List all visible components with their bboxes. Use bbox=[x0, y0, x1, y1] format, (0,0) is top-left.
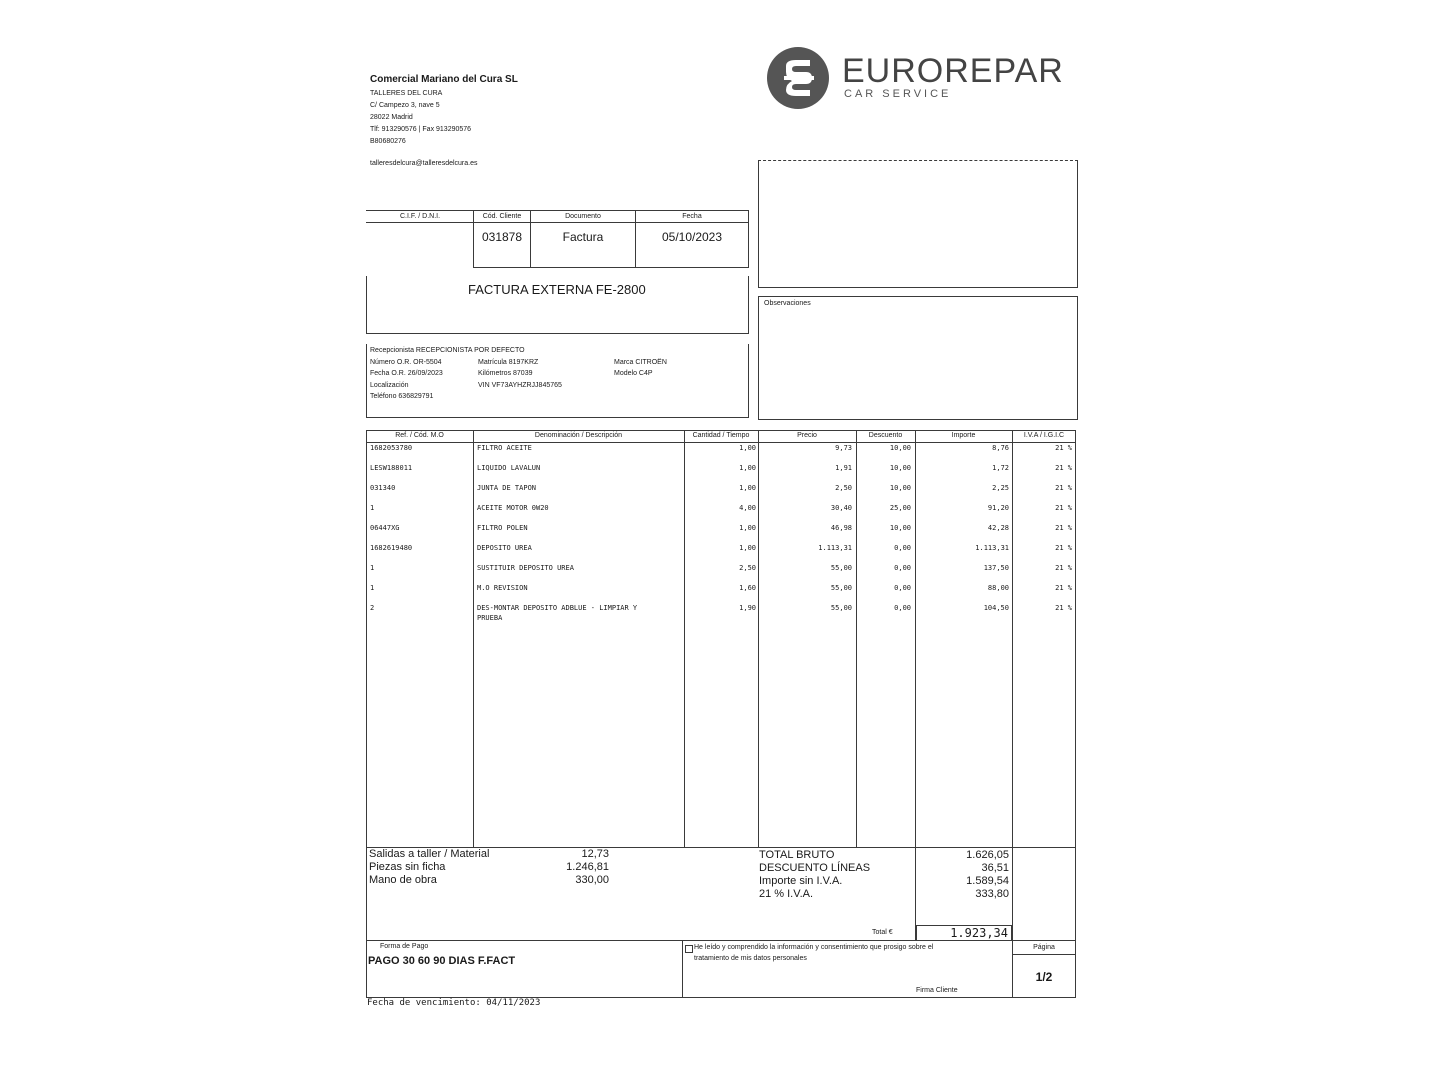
cell-ref: 1682053780 bbox=[370, 444, 413, 452]
cell-vat: 21 % bbox=[1055, 444, 1072, 452]
descuento-lineas-value: 36,51 bbox=[981, 862, 1009, 874]
company-detail-line: B80680276 bbox=[370, 138, 406, 145]
cell-desc: SUSTITUIR DEPOSITO UREA bbox=[477, 564, 574, 572]
documento-label: Documento bbox=[565, 213, 601, 220]
descuento-lineas-label: DESCUENTO LÍNEAS bbox=[759, 862, 871, 874]
cell-desc: ACEITE MOTOR 0W20 bbox=[477, 504, 549, 512]
cell-qty: 1,00 bbox=[739, 484, 756, 492]
cell-disc: 0,00 bbox=[894, 544, 911, 552]
table-row bbox=[366, 544, 1076, 564]
page-number: 1/2 bbox=[1035, 970, 1053, 984]
cell-price: 55,00 bbox=[830, 584, 852, 592]
consent-text-1: He leído y comprendido la información y consentimiento que prosigo sobre el bbox=[694, 944, 934, 951]
cell-amount: 1,72 bbox=[992, 464, 1009, 472]
cell-amount: 1.113,31 bbox=[975, 544, 1009, 552]
cell-ref: LESW188011 bbox=[370, 464, 413, 472]
cell-desc: LIQUIDO LAVALUN bbox=[477, 464, 541, 472]
cell-desc: DEPOSITO UREA bbox=[477, 544, 532, 552]
cell-price: 46,98 bbox=[830, 524, 852, 532]
salidas-value: 12,73 bbox=[581, 848, 609, 860]
logo-subtitle: CAR SERVICE bbox=[844, 88, 952, 100]
cell-disc: 0,00 bbox=[894, 604, 911, 612]
consent-checkbox[interactable] bbox=[685, 945, 693, 953]
cell-desc: FILTRO ACEITE bbox=[477, 444, 532, 452]
cell-qty: 1,00 bbox=[739, 544, 756, 552]
cell-amount: 42,28 bbox=[987, 524, 1009, 532]
fecha-value: 05/10/2023 bbox=[661, 230, 723, 244]
col-price: Precio bbox=[797, 432, 817, 439]
documento-value: Factura bbox=[562, 230, 604, 244]
cell-price: 30,40 bbox=[830, 504, 852, 512]
observaciones-label: Observaciones bbox=[764, 300, 811, 307]
page-label: Página bbox=[1033, 944, 1055, 951]
cell-desc: DES-MONTAR DEPOSITO ADBLUE - LIMPIAR Y bbox=[477, 604, 638, 612]
col-amount: Importe bbox=[951, 432, 976, 439]
cell-disc: 0,00 bbox=[894, 564, 911, 572]
logo-title: EUROREPAR bbox=[842, 52, 1064, 90]
cell-desc: JUNTA DE TAPON bbox=[477, 484, 537, 492]
cell-qty: 1,00 bbox=[739, 524, 756, 532]
company-name: Comercial Mariano del Cura SL bbox=[370, 74, 518, 85]
modelo: Modelo C4P bbox=[614, 370, 653, 377]
cell-disc: 10,00 bbox=[889, 484, 911, 492]
vehicle-box bbox=[366, 344, 749, 418]
eurorepar-logo-icon bbox=[766, 46, 830, 110]
cell-ref: 06447XG bbox=[370, 524, 400, 532]
cell-disc: 0,00 bbox=[894, 584, 911, 592]
company-detail-line: TALLERES DEL CURA bbox=[370, 90, 443, 97]
cell-disc: 10,00 bbox=[889, 524, 911, 532]
company-details bbox=[370, 88, 471, 148]
vin: VIN VF73AYHZRJJ845765 bbox=[478, 382, 562, 389]
cell-qty: 2,50 bbox=[739, 564, 756, 572]
cell-vat: 21 % bbox=[1055, 564, 1072, 572]
table-row bbox=[366, 564, 1076, 584]
cell-ref: 1682619480 bbox=[370, 544, 413, 552]
observaciones-box bbox=[758, 296, 1078, 420]
cell-qty: 1,00 bbox=[739, 464, 756, 472]
table-row bbox=[366, 464, 1076, 484]
cell-disc: 10,00 bbox=[889, 464, 911, 472]
table-row bbox=[366, 504, 1076, 524]
address-box bbox=[758, 160, 1078, 288]
cell-qty: 1,90 bbox=[739, 604, 756, 612]
marca: Marca CITROËN bbox=[614, 359, 667, 366]
piezas-value: 1.246,81 bbox=[566, 861, 609, 873]
due-date: Fecha de vencimiento: 04/11/2023 bbox=[367, 998, 541, 1008]
cell-amount: 137,50 bbox=[983, 564, 1009, 572]
company-detail-line: 28022 Madrid bbox=[370, 114, 413, 121]
cell-desc: FILTRO POLEN bbox=[477, 524, 528, 532]
table-row bbox=[366, 584, 1076, 604]
total-bruto-value: 1.626,05 bbox=[966, 849, 1009, 861]
table-row bbox=[366, 484, 1076, 504]
col-vat: I.V.A / I.G.I.C bbox=[1023, 432, 1065, 439]
cell-vat: 21 % bbox=[1055, 584, 1072, 592]
total-bruto-label: TOTAL BRUTO bbox=[759, 849, 835, 861]
total-value: 1.923,34 bbox=[950, 926, 1008, 940]
company-email: talleresdelcura@talleresdelcura.es bbox=[370, 160, 478, 167]
cell-price: 9,73 bbox=[835, 444, 852, 452]
cell-vat: 21 % bbox=[1055, 484, 1072, 492]
cell-price: 55,00 bbox=[830, 564, 852, 572]
cell-desc-cont: PRUEBA bbox=[477, 614, 503, 622]
payment-value: PAGO 30 60 90 DIAS F.FACT bbox=[368, 955, 516, 967]
invoice-title: FACTURA EXTERNA FE-2800 bbox=[468, 282, 646, 297]
cell-desc: M.O REVISION bbox=[477, 584, 528, 592]
col-qty: Cantidad / Tiempo bbox=[692, 432, 750, 439]
consent-text-2: tratamiento de mis datos personales bbox=[694, 955, 807, 962]
mano-obra-label: Mano de obra bbox=[369, 874, 437, 886]
company-detail-line: Tlf: 913290576 | Fax 913290576 bbox=[370, 126, 472, 133]
kilometros: Kilómetros 87039 bbox=[478, 370, 533, 377]
cell-ref: 1 bbox=[370, 564, 375, 572]
iva-value: 333,80 bbox=[975, 888, 1009, 900]
cell-vat: 21 % bbox=[1055, 504, 1072, 512]
mano-obra-value: 330,00 bbox=[575, 874, 609, 886]
cell-price: 1.113,31 bbox=[818, 544, 852, 552]
cell-disc: 25,00 bbox=[889, 504, 911, 512]
fecha-or: Fecha O.R. 26/09/2023 bbox=[370, 370, 443, 377]
cell-amount: 2,25 bbox=[992, 484, 1009, 492]
signature-label: Firma Cliente bbox=[916, 987, 958, 994]
cell-amount: 104,50 bbox=[983, 604, 1009, 612]
telefono: Teléfono 636829791 bbox=[370, 393, 434, 400]
cell-price: 55,00 bbox=[830, 604, 852, 612]
cell-qty: 1,60 bbox=[739, 584, 756, 592]
cell-price: 1,91 bbox=[835, 464, 852, 472]
table-row bbox=[366, 604, 1076, 624]
iva-label: 21 % I.V.A. bbox=[759, 888, 814, 900]
importe-sin-iva-value: 1.589,54 bbox=[966, 875, 1009, 887]
cell-ref: 1 bbox=[370, 504, 375, 512]
total-label: Total € bbox=[872, 929, 893, 936]
recepcionista: Recepcionista RECEPCIONISTA POR DEFECTO bbox=[370, 347, 525, 354]
cell-amount: 91,20 bbox=[987, 504, 1009, 512]
cell-ref: 031340 bbox=[370, 484, 396, 492]
cell-vat: 21 % bbox=[1055, 604, 1072, 612]
eurorepar-logo bbox=[766, 46, 1086, 112]
company-detail-line: C/ Campezo 3, nave 5 bbox=[370, 102, 440, 109]
cell-vat: 21 % bbox=[1055, 524, 1072, 532]
importe-sin-iva-label: Importe sin I.V.A. bbox=[759, 875, 843, 887]
table-row bbox=[366, 444, 1076, 464]
cell-vat: 21 % bbox=[1055, 544, 1072, 552]
cell-amount: 88,00 bbox=[987, 584, 1009, 592]
cell-ref: 1 bbox=[370, 584, 375, 592]
cliente-value: 031878 bbox=[481, 230, 523, 244]
col-disc: Descuento bbox=[868, 432, 903, 439]
payment-label: Forma de Pago bbox=[380, 943, 429, 950]
col-ref: Ref. / Cód. M.O bbox=[395, 432, 444, 439]
cliente-label: Cód. Cliente bbox=[482, 213, 522, 220]
table-row bbox=[366, 524, 1076, 544]
cell-qty: 1,00 bbox=[739, 444, 756, 452]
cell-price: 2,50 bbox=[835, 484, 852, 492]
cell-ref: 2 bbox=[370, 604, 375, 612]
matricula: Matrícula 8197KRZ bbox=[478, 359, 539, 366]
salidas-label: Salidas a taller / Material bbox=[369, 848, 490, 860]
numero-or: Número O.R. OR-5504 bbox=[370, 359, 442, 366]
cell-amount: 8,76 bbox=[992, 444, 1009, 452]
cif-label: C.I.F. / D.N.I. bbox=[399, 213, 441, 220]
piezas-label: Piezas sin ficha bbox=[369, 861, 446, 873]
cell-vat: 21 % bbox=[1055, 464, 1072, 472]
col-desc: Denominación / Descripción bbox=[534, 432, 623, 439]
fecha-label: Fecha bbox=[682, 213, 702, 220]
localizacion: Localización bbox=[370, 382, 409, 389]
cell-qty: 4,00 bbox=[739, 504, 756, 512]
cell-disc: 10,00 bbox=[889, 444, 911, 452]
